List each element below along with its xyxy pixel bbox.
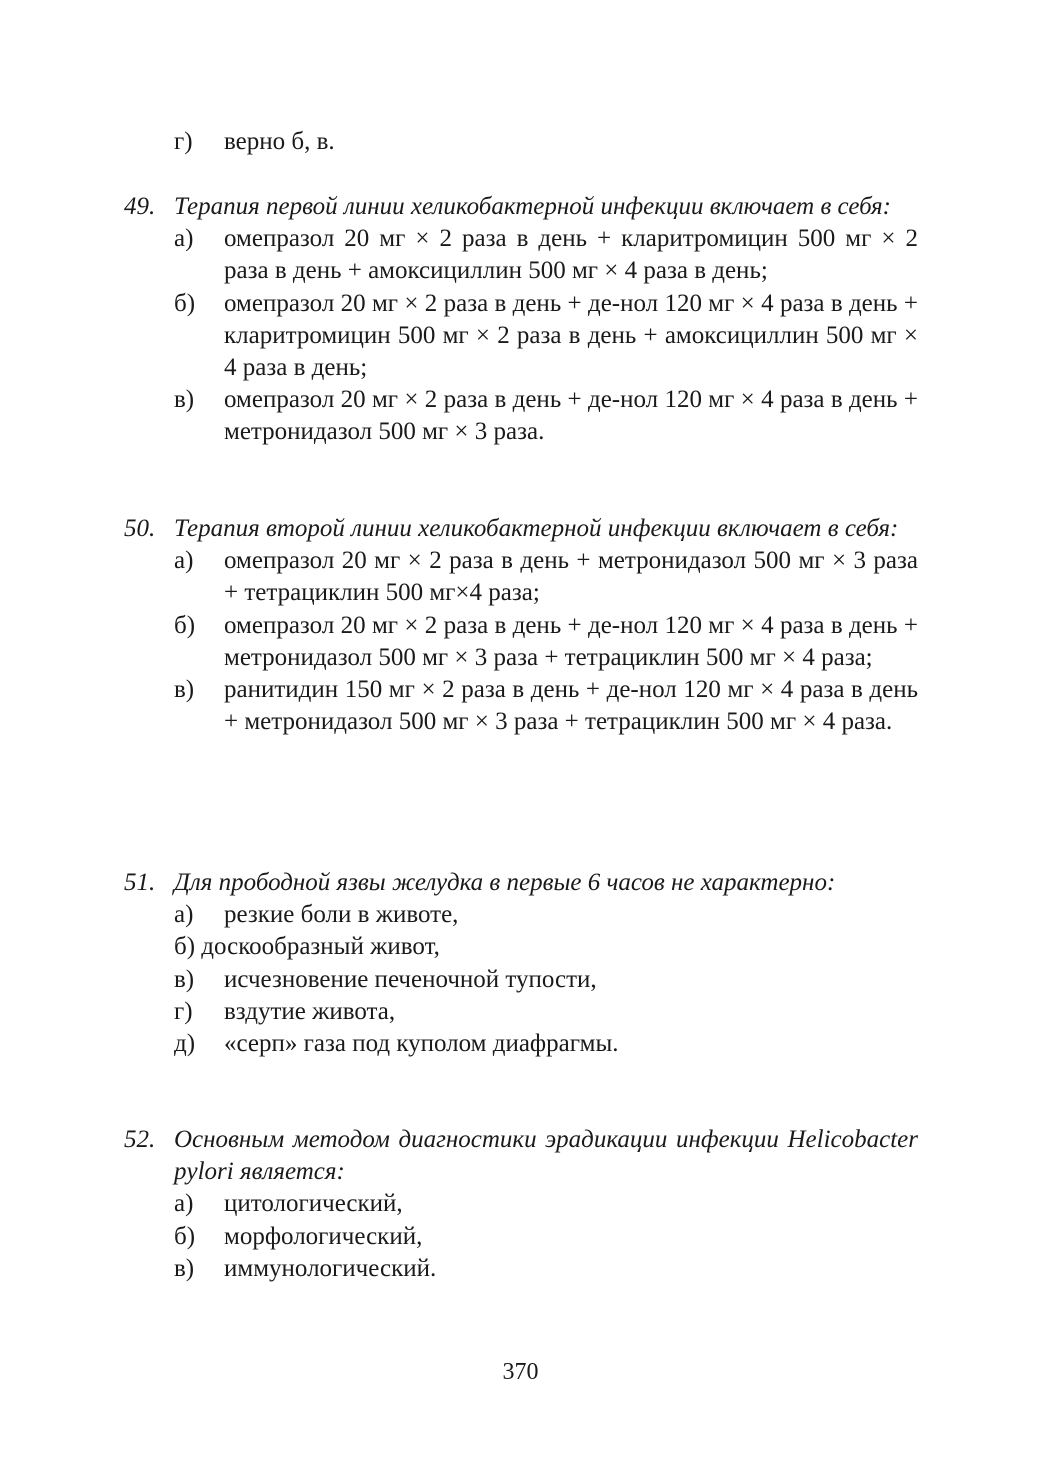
option-item	[124, 931, 918, 963]
option-text: доскообразный живот,	[201, 933, 440, 961]
option-text: резкие боли в животе,	[224, 901, 459, 929]
option-text: омепразол 20 мг × 2 раза в день + де-нол 120 мг × 4 раза в день + кларитромицин 500 мг × 2 раза в день + амоксициллин 500 мг × 4 раза в день;	[224, 289, 918, 382]
option-item	[124, 1253, 918, 1285]
prev-question-tail	[124, 126, 918, 158]
question-text: Основным методом диагностики эрадикации инфекции Helicobacter pylori является:	[174, 1126, 918, 1186]
question-text: Терапия первой линии хеликобактерной инфекции включает в себя:	[174, 193, 891, 220]
question-number: 50.	[124, 515, 156, 542]
option-label: а)	[174, 1190, 194, 1218]
option-label: г)	[174, 128, 193, 155]
option-label: в)	[174, 676, 195, 704]
option-item	[124, 610, 918, 674]
option-text: омепразол 20 мг × 2 раза в день + де-нол 120 мг × 4 раза в день + метронидазол 500 мг × 3 раза.	[224, 386, 918, 446]
option-text: омепразол 20 мг × 2 раза в день + кларитромицин 500 мг × 2 раза в день + амоксициллин 500 мг × 4 раза в день;	[224, 225, 918, 285]
option-item	[124, 899, 918, 931]
options-list	[124, 899, 918, 1060]
option-item	[124, 964, 918, 996]
question-text: Для прободной язвы желудка в первые 6 часов не характерно:	[174, 869, 836, 896]
options-list	[124, 545, 918, 738]
question-header	[124, 867, 918, 899]
option-text: верно б, в.	[224, 128, 335, 155]
option-text: морфологический,	[224, 1222, 423, 1250]
option-label: б)	[174, 1222, 196, 1250]
option-text: цитологический,	[224, 1190, 403, 1218]
option-item	[124, 996, 918, 1028]
option-item	[124, 674, 918, 738]
option-label: г)	[174, 997, 193, 1025]
question-49	[124, 191, 918, 449]
option-label: в)	[174, 386, 195, 414]
option-text: ранитидин 150 мг × 2 раза в день + де-нол 120 мг × 4 раза в день + метронидазол 500 мг × 3 раза + тетрациклин 500 мг × 4 раза.	[224, 676, 918, 736]
option-label: б)	[174, 611, 196, 639]
options-list	[124, 1188, 918, 1285]
option-text: омепразол 20 мг × 2 раза в день + метронидазол 500 мг × 3 раза + тетрациклин 500 мг×4 раза;	[224, 547, 918, 607]
question-number: 52.	[124, 1126, 156, 1153]
question-header	[124, 191, 918, 223]
question-header	[124, 513, 918, 545]
question-51	[124, 867, 918, 1060]
option-text: исчезновение печеночной тупости,	[224, 965, 597, 993]
option-label: д)	[174, 1030, 196, 1058]
option-item	[124, 223, 918, 287]
option-item	[124, 288, 918, 385]
question-header	[124, 1124, 918, 1188]
option-item	[124, 126, 918, 158]
option-item	[124, 1221, 918, 1253]
option-label: а)	[174, 225, 194, 253]
question-50	[124, 513, 918, 738]
option-text: «серп» газа под куполом диафрагмы.	[224, 1030, 619, 1058]
question-number: 51.	[124, 869, 156, 896]
question-number: 49.	[124, 193, 156, 220]
option-label: б)	[174, 289, 196, 317]
option-text: иммунологический.	[224, 1254, 437, 1282]
option-label: б)	[174, 933, 196, 961]
options-list	[124, 223, 918, 448]
question-52	[124, 1124, 918, 1285]
option-label: в)	[174, 1254, 195, 1282]
option-label: а)	[174, 901, 194, 929]
option-item	[124, 1028, 918, 1060]
option-label: в)	[174, 965, 195, 993]
option-item	[124, 1188, 918, 1220]
option-text: вздутие живота,	[224, 997, 396, 1025]
option-item	[124, 545, 918, 609]
option-text: омепразол 20 мг × 2 раза в день + де-нол 120 мг × 4 раза в день + метронидазол 500 мг × 3 раза + тетрациклин 500 мг × 4 раза;	[224, 611, 918, 671]
option-label: а)	[174, 547, 194, 575]
question-text: Терапия второй линии хеликобактерной инфекции включает в себя:	[174, 515, 899, 542]
option-item	[124, 384, 918, 448]
page-number: 370	[502, 1359, 539, 1385]
